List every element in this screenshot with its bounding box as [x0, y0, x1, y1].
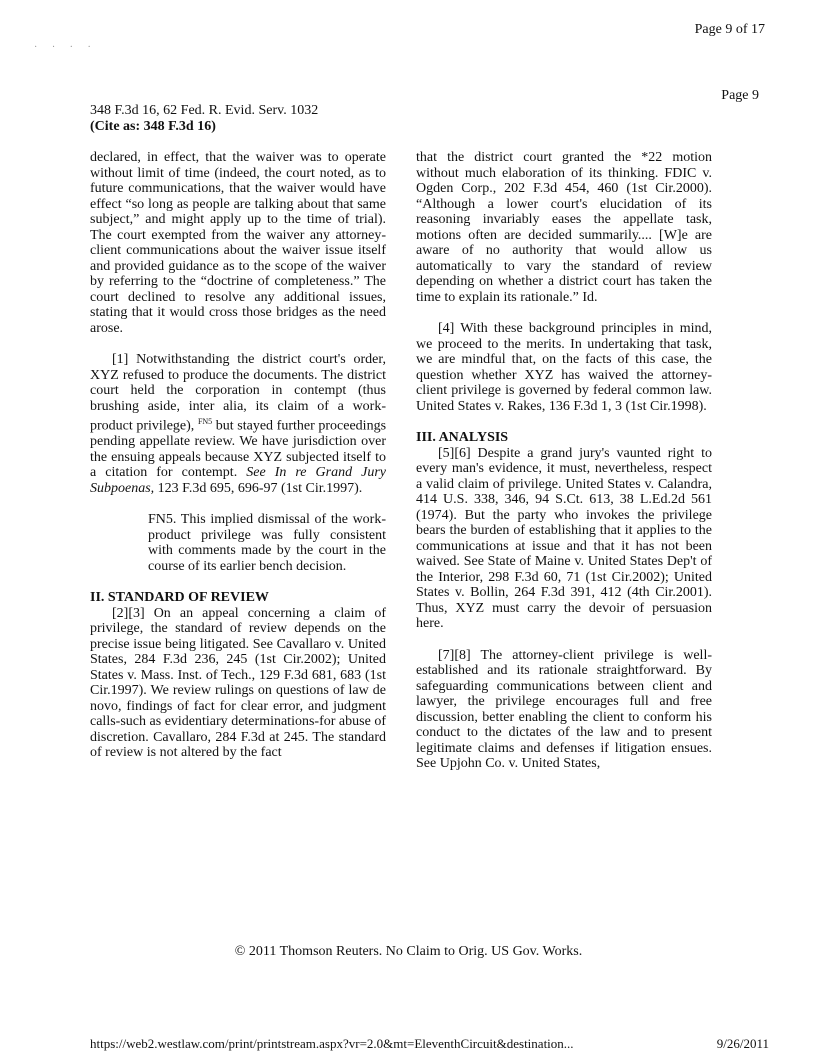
page-number: Page 9: [721, 88, 759, 103]
paragraph: [2][3] On an appeal concerning a claim of privilege, the standard of review depends on the precise issue being litigated. See Cavallaro v. United States, 284 F.3d 236, 245 (1st Cir.2002); United States v. Mass. Inst. of Tech., 129 F.3d 681, 683 (1st Cir.1997). We review rulings on questions of law de novo, findings of fact for clear error, and judgment calls-such as evidentiary determinations-for abuse of discretion. Cavallaro, 284 F.3d at 245. The standard of review is not altered by the fact: [90, 605, 386, 761]
print-date: 9/26/2011: [716, 1036, 769, 1051]
left-column: [90, 150, 386, 777]
paragraph: [4] With these background principles in mind, we proceed to the merits. In undertaking that task, we are mindful that, on the facts of this case, the question whether XYZ has waived the attorney-client privilege is governed by federal common law. United States v. Rakes, 136 F.3d 1, 3 (1st Cir.1998).: [416, 321, 712, 414]
paragraph-text: but stayed further proceedings pending appellate review. We have jurisdiction over the ensuing appeals because XYZ subjected itself to a citation for contempt.: [90, 418, 387, 481]
reporter-citation: 348 F.3d 16, 62 Fed. R. Evid. Serv. 1032: [90, 103, 319, 118]
page-of-count: Page 9 of 17: [694, 22, 765, 37]
paragraph-text: [1] Notwithstanding the district court's order, XYZ refused to produce the documents. The district court held the corporation in contempt (thus brushing aside, inter alia, its claim of a work-product privilege),: [90, 352, 386, 434]
print-url: https://web2.westlaw.com/print/printstream.aspx?vr=2.0&mt=EleventhCircuit&destination...: [90, 1036, 574, 1051]
case-citation: See In re Grand Jury Subpoenas,: [90, 465, 387, 496]
paragraph-text: 123 F.3d 695, 696-97 (1st Cir.1997).: [154, 480, 363, 496]
paragraph: [5][6] Despite a grand jury's vaunted right to every man's evidence, it must, nevertheless, respect a valid claim of privilege. United States v. Calandra, 414 U.S. 338, 346, 94 S.Ct. 613, 38 L.Ed.2d 561 (1974). But the party who invokes the privilege bears the burden of establishing that it applies to the communications at issue and that it has not been waived. See State of Maine v. United States Dep't of the Interior, 298 F.3d 60, 71 (1st Cir.2002); United States v. Bollin, 264 F.3d 391, 412 (4th Cir.2001). Thus, XYZ must carry the devoir of persuasion here.: [416, 445, 712, 631]
cite-as: (Cite as: 348 F.3d 16): [90, 119, 216, 134]
citation-header: [90, 103, 318, 135]
paragraph: that the district court granted the *22 motion without much elaboration of its thinking. FDIC v. Ogden Corp., 202 F.3d 454, 460 (1st Cir.2000). “Although a lower court's elucidation of its reasoning invariably eases the appellate task, motions often are decided summarily.... [W]e are aware of no authority that would allow us automatically to vary the standard of review depending on whether a district court has taken the time to explain its rationale.” Id.: [416, 150, 712, 305]
section-heading: III. ANALYSIS: [416, 430, 509, 445]
section-heading: II. STANDARD OF REVIEW: [90, 590, 269, 606]
paragraph: [7][8] The attorney-client privilege is well-established and its rationale straightforward. By safeguarding communications between client and lawyer, the privilege encourages full and free discussion, better enabling the client to conform his conduct to the dictates of the law and to present legitimate claims and defenses if litigation ensues. See Upjohn Co. v. United States,: [416, 647, 712, 771]
footnote-reference[interactable]: FN5: [197, 417, 213, 426]
right-column: [416, 150, 712, 788]
scan-artifact: · · · ·: [34, 42, 97, 53]
paragraph: [90, 352, 386, 496]
footnote: FN5. This implied dismissal of the work-product privilege was fully consistent with comments made by the court in the course of its earlier bench decision.: [148, 512, 386, 574]
copyright-notice: © 2011 Thomson Reuters. No Claim to Orig. US Gov. Works.: [234, 944, 583, 959]
paragraph: declared, in effect, that the waiver was to operate without limit of time (indeed, the court noted, as to future communications, that the waiver would have effect “so long as people are talking about that same subject,” and might apply up to the time of trial). The court exempted from the waiver any attorney-client communications about the waiver issue itself and provided guidance as to the scope of the waiver by referring to the “doctrine of completeness.” The court declined to resolve any additional issues, stating that it would cross those bridges as the need arose.: [90, 150, 386, 336]
